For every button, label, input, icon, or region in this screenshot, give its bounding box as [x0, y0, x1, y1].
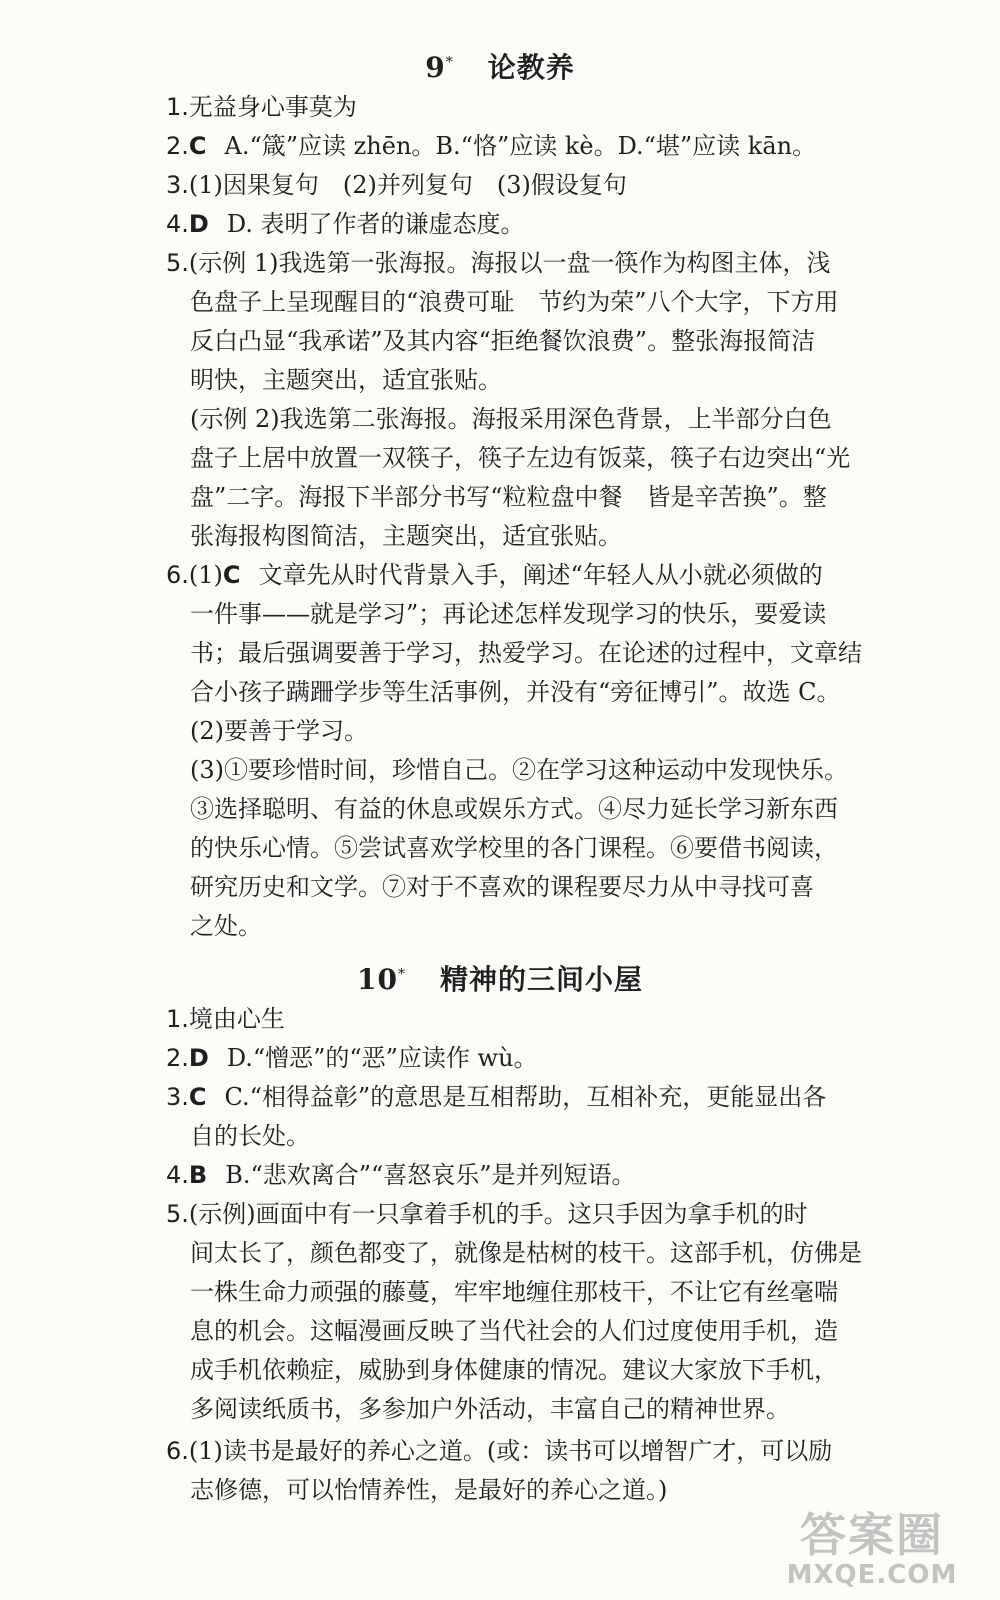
- answer-line: 明快，主题突出，适宜张贴。: [190, 366, 502, 394]
- section-9-title: [0, 46, 1000, 86]
- answer-letter: D: [188, 210, 209, 238]
- answer-line: (示例 2)我选第二张海报。海报采用深色背景，上半部分白色: [190, 405, 832, 433]
- answer-line: 研究历史和文学。⑦对于不喜欢的课程要尽力从中寻找可喜: [190, 873, 814, 901]
- answer-line: 志修德，可以怡情养性，是最好的养心之道。): [190, 1476, 668, 1504]
- answer-line: 自的长处。: [190, 1122, 310, 1150]
- answer-line: 书；最后强调要善于学习，热爱学习。在论述的过程中，文章结: [190, 639, 862, 667]
- answer-line: 一件事——就是学习”；再论述怎样发现学习的快乐，要爱读: [190, 600, 827, 628]
- answer-letter: B: [188, 1161, 208, 1189]
- answer-line: 的快乐心情。⑤尝试喜欢学校里的各门课程。⑥要借书阅读，: [190, 834, 838, 862]
- answer-page: 9* 论教养 1.无益身心事莫为 2.C A.“箴”应读 zhēn。B.“恪”应读 kè。D.“堪”应读 kān。 3.(1)因果复句 (2)并列复句 (3)假设复句 4.D D. 表明了作者的谦虚态度。 5.(示例 1)我选第一张海报。海报以一盘一筷作为构图主体，浅 色盘子上呈现醒目的“浪费可耻 节约为荣”八个大字，下方用 反白凸显“我承诺”及其内容“拒绝餐饮浪费”。整张海报简洁 明快，主题突出，适宜张贴。 (示例 2)我选第二张海报。海报采用深色背景，上半部分白色 盘子上居中放置一双筷子，筷子左边有饭菜，筷子右边突出“光 盘”二字。海报下半部分书写“粒粒盘中餐 皆是辛苦换”。整 张海报构图简洁，主题突出，适宜张贴。 6.(1)C 文章先从时代背景入手，阐述“年轻人从小就必须做的 一件事——就是学习”；再论述怎样发现学习的快乐，要爱读 书；最后强调要善于学习，热爱学习。在论述的过程中，文章结 合小孩子蹒跚学步等生活事例，并没有“旁征博引”。故选 C。 (2)要善于学习。 (3)①要珍惜时间，珍惜自己。②在学习这种运动中发现快乐。 ③选择聪明、有益的休息或娱乐方式。④尽力延长学习新东西 的快乐心情。⑤尝试喜欢学校里的各门课程。⑥要借书阅读， 研究历史和文学。⑦对于不喜欢的课程要尽力从中寻找可喜 之处。 10* 精神的三间小屋 1.境由心生 2.D D.“憎恶”的“恶”应读作 wù。 3.C C.“相得益彰”的意思是互相帮助，互相补充，更能显出各 自的长处。 4.B B.“悲欢离合”“喜怒哀乐”是并列短语。 5.(示例)画面中有一只拿着手机的手。这只手因为拿手机的时 间太长了，颜色都变了，就像是枯树的枝干。这部手机，仿佛是 一株生命力顽强的藤蔓，牢牢地缠住那枝干，不让它有丝毫喘 息的机会。这幅漫画反映了当代社会的人们过度使用手机，造 成手机依赖症，威胁到身体健康的情况。建议大家放下手机， 多阅读纸质书，多参加户外活动，丰富自己的精神世界。 6.(1)读书是最好的养心之道。(或：读书可以增智广才，可以励 志修德，可以怡情养性，是最好的养心之道。) 答案圈 MXQE.COM: [0, 0, 1000, 1600]
- answer-line: 成手机依赖症，威胁到身体健康的情况。建议大家放下手机，: [190, 1356, 838, 1384]
- answer-line: 多阅读纸质书，多参加户外活动，丰富自己的精神世界。: [190, 1395, 790, 1423]
- answer-letter: C: [222, 561, 241, 589]
- question-4: 4.D D. 表明了作者的谦虚态度。: [166, 210, 525, 238]
- answer-line: ③选择聪明、有益的休息或娱乐方式。④尽力延长学习新东西: [190, 795, 838, 823]
- answer-line: 盘子上居中放置一双筷子，筷子左边有饭菜，筷子右边突出“光: [190, 444, 851, 472]
- question-1: 1.无益身心事莫为: [166, 93, 357, 121]
- answer-line: (3)①要珍惜时间，珍惜自己。②在学习这种运动中发现快乐。: [190, 756, 848, 784]
- section-number: 10*: [357, 963, 406, 996]
- answer-line: 之处。: [190, 912, 262, 940]
- answer-line: 反白凸显“我承诺”及其内容“拒绝餐饮浪费”。整张海报简洁: [190, 327, 816, 355]
- answer-line: (2)要善于学习。: [190, 717, 368, 745]
- answer-line: 息的机会。这幅漫画反映了当代社会的人们过度使用手机，造: [190, 1317, 838, 1345]
- answer-line: 一株生命力顽强的藤蔓，牢牢地缠住那枝干，不让它有丝毫喘: [190, 1278, 838, 1306]
- question-3: 3.(1)因果复句 (2)并列复句 (3)假设复句: [166, 171, 627, 199]
- answer-line: 色盘子上呈现醒目的“浪费可耻 节约为荣”八个大字，下方用: [190, 288, 839, 316]
- answer-line: (示例)画面中有一只拿着手机的手。这只手因为拿手机的时: [188, 1200, 808, 1228]
- answer-line: (示例 1)我选第一张海报。海报以一盘一筷作为构图主体，浅: [188, 249, 831, 277]
- answer-letter: D: [188, 1044, 209, 1072]
- question-1: 1.境由心生: [166, 1005, 285, 1033]
- section-10-title: [0, 958, 1000, 998]
- answer-letter: C: [188, 132, 207, 160]
- question-4: 4.B B.“悲欢离合”“喜怒哀乐”是并列短语。: [166, 1161, 636, 1189]
- question-2: 2.C A.“箴”应读 zhēn。B.“恪”应读 kè。D.“堪”应读 kān。: [166, 132, 817, 160]
- answer-line: 间太长了，颜色都变了，就像是枯树的枝干。这部手机，仿佛是: [190, 1239, 862, 1267]
- answer-letter: C: [188, 1083, 207, 1111]
- site-watermark: 答案圈 MXQE.COM: [786, 1508, 958, 1590]
- section-title-text: 论教养: [487, 51, 575, 84]
- section-title-text: 精神的三间小屋: [439, 963, 643, 996]
- section-number: 9*: [425, 51, 454, 84]
- answer-line: (1)读书是最好的养心之道。(或：读书可以增智广才，可以励: [188, 1437, 833, 1465]
- answer-line: 张海报构图简洁，主题突出，适宜张贴。: [190, 522, 622, 550]
- question-2: 2.D D.“憎恶”的“恶”应读作 wù。: [166, 1044, 538, 1072]
- answer-line: 合小孩子蹒跚学步等生活事例，并没有“旁征博引”。故选 C。: [190, 678, 841, 706]
- answer-line: 盘”二字。海报下半部分书写“粒粒盘中餐 皆是辛苦换”。整: [190, 483, 827, 511]
